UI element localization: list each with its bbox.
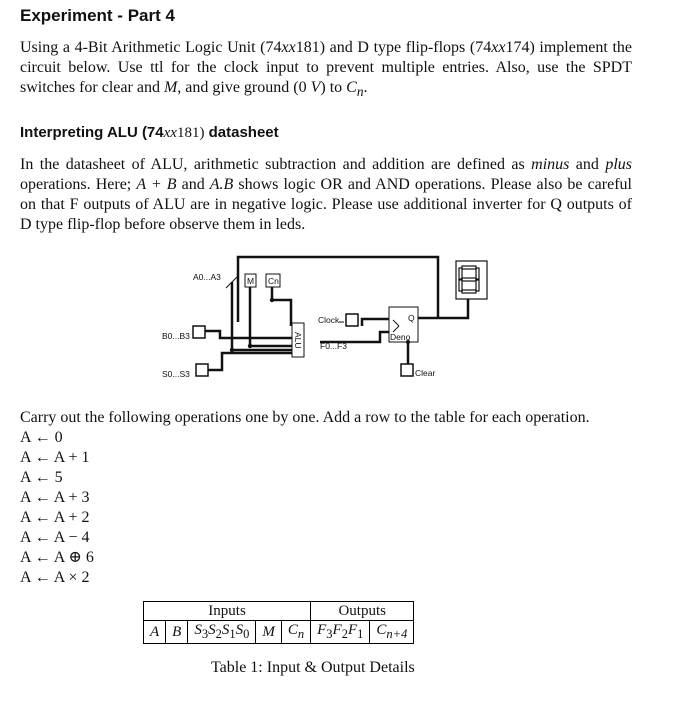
section-title-datasheet: Interpreting ALU (74xx181) datasheet	[20, 124, 279, 141]
operation-item: A ← 5	[20, 469, 63, 486]
label-q: Q	[408, 313, 415, 323]
label-s-inputs: S0...S3	[162, 369, 190, 379]
operation-item: A ← A ⊕ 6	[20, 549, 94, 566]
operations-list	[20, 428, 94, 588]
datasheet-paragraph: In the datasheet of ALU, arithmetic subtraction and addition are defined as minus and plus operations. Here; A + B and A.B shows logic OR and AND operations. Please also be careful on that F outputs of ALU are in negative logic. Please use additional inverter for Q outputs of D type flip-flop before observe them in leds.	[20, 156, 632, 233]
operations-intro: Carry out the following operations one by one. Add a row to the table for each operation.	[20, 409, 590, 426]
label-f-outputs: F0...F3	[320, 341, 347, 351]
col-cn: $C_n$	[281, 621, 310, 644]
operation-item: A ← A + 2	[20, 509, 90, 526]
col-m: M	[256, 621, 282, 644]
col-a: A	[144, 621, 166, 644]
col-f: $F_3F_2F_1$	[311, 621, 370, 644]
operation-item: A ← 0	[20, 429, 63, 446]
col-b: B	[166, 621, 188, 644]
label-a-inputs: A0...A3	[193, 272, 221, 282]
operation-item: A ← A − 4	[20, 529, 90, 546]
label-cn: Cn	[268, 276, 279, 286]
col-s: $S_3S_2S_1S_0$	[188, 621, 256, 644]
operation-item: A ← A × 2	[20, 569, 90, 586]
label-alu: ALU	[293, 332, 303, 349]
circuit-diagram	[150, 252, 500, 387]
header-inputs: Inputs	[144, 602, 311, 621]
label-m: M	[247, 276, 255, 286]
header-outputs: Outputs	[311, 602, 414, 621]
operation-item: A ← A + 3	[20, 489, 90, 506]
label-b-inputs: B0...B3	[162, 331, 190, 341]
io-table	[143, 601, 414, 644]
label-clear: Clear	[415, 368, 436, 378]
intro-paragraph: Using a 4-Bit Arithmetic Logic Unit (74xx181) and D type flip-flops (74xx174) implement the circuit below. Use ttl for the clock input to prevent multiple entries. Also, use the SPDT switches for clear and M, and give ground (0 V) to $C_n$.	[20, 39, 632, 100]
col-cn4: $C_{n+4}$	[370, 621, 414, 644]
label-clock: Clock	[318, 315, 340, 325]
table-caption: Table 1: Input & Output Details	[211, 659, 415, 676]
operation-item: A ← A + 1	[20, 449, 90, 466]
section-title-experiment: Experiment - Part 4	[20, 6, 175, 25]
label-d: Deno	[390, 332, 411, 342]
